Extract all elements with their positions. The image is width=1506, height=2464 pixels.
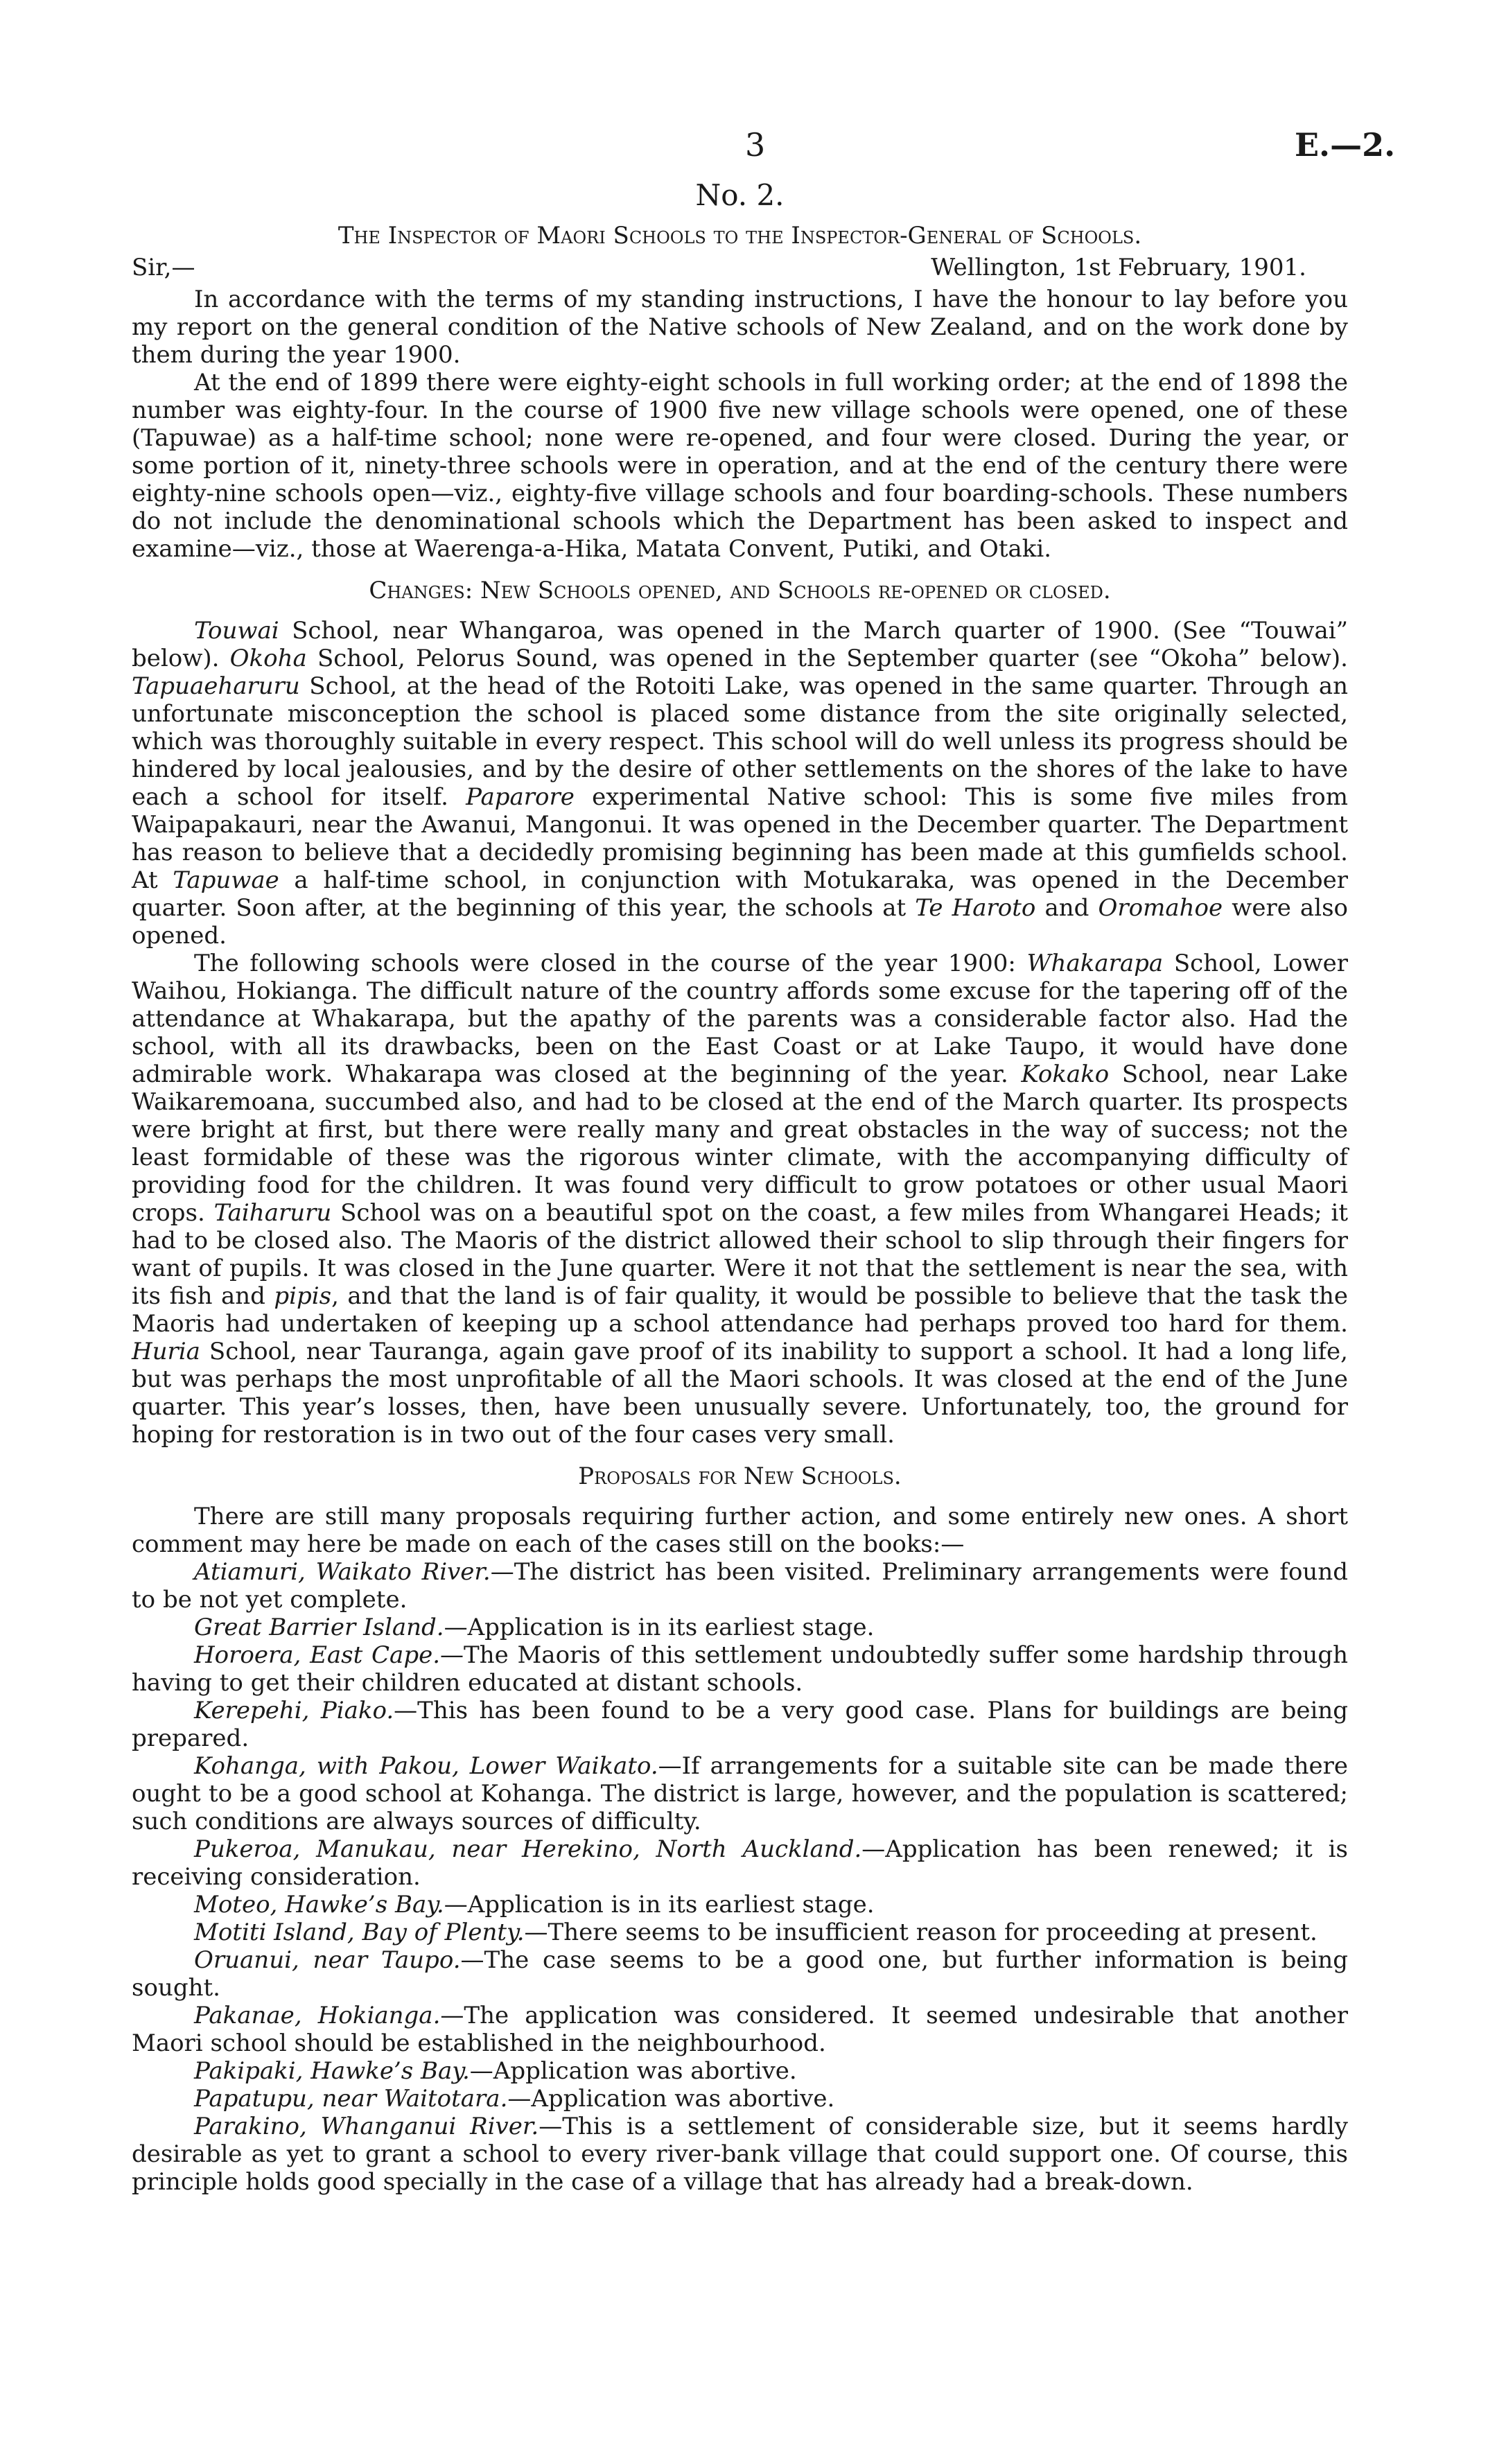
- proposal-place: Atiamuri, Waikato River.: [194, 1558, 491, 1586]
- proposal-item: [132, 1919, 1348, 1946]
- proposal-item: [132, 1614, 1348, 1641]
- proposal-text: —This is a settlement of considerable size, but it seems hardly desirable as yet to grant a school to every river-bank village that could support one. Of course, this principle holds good specially in the case of a village that has already had a break-down.: [132, 2113, 1348, 2196]
- italic-word: pipis: [274, 1282, 332, 1310]
- proposal-place: Papatupu, near Waitotara.: [194, 2085, 508, 2113]
- school-name: Tapuaeharuru: [132, 672, 300, 700]
- page-number: 3: [745, 126, 766, 164]
- changes-paragraph-opened: Touwai School, near Whangaroa, was opened in the March quarter of 1900. (See “Touwai” below). Okoha School, Pelorus Sound, was opened in the September quarter (see “Okoha” below). Tapuaeharuru School, at the head of the Rotoiti Lake, was opened in the same quarter. Through an unfortunate misconception the school is placed some distance from the site originally selected, which was thoroughly suitable in every respect. This school will do well unless its progress should be hindered by local jealousies, and by the desire of other settlements on the shores of the lake to have each a school for itself. Paparore experimental Native school: This is some five miles from Waipapakauri, near the Awanui, Mangonui. It was opened in the December quarter. The Department has reason to believe that a decidedly promising beginning has been made at this gumfields school. At Tapuwae a half-time school, in conjunction with Motukaraka, was opened in the December quarter. Soon after, at the beginning of this year, the schools at Te Haroto and Oromahoe were also opened.: [132, 617, 1348, 950]
- proposal-text: —The district has been visited. Preliminary arrangements were found to be not yet complete.: [132, 1558, 1348, 1614]
- proposal-text: —Application is in its earliest stage.: [444, 1891, 875, 1919]
- proposal-place: Pukeroa, Manukau, near Herekino, North Auckland.: [194, 1835, 862, 1863]
- addressee-line: The Inspector of Maori Schools to the Inspector-General of Schools.: [338, 222, 1142, 250]
- proposal-item: [132, 2002, 1348, 2057]
- salutation-row: [132, 254, 1348, 281]
- school-name: Whakarapa: [1026, 950, 1164, 977]
- proposal-place: Great Barrier Island.: [194, 1614, 444, 1641]
- proposal-item: [132, 1835, 1348, 1891]
- school-name: Te Haroto: [915, 894, 1036, 922]
- intro-paragraph-1: In accordance with the terms of my standing instructions, I have the honour to lay before you my report on the general condition of the Native schools of New Zealand, and on the work done by them during the year 1900.: [132, 286, 1348, 369]
- proposal-text: —The Maoris of this settlement undoubtedly suffer some hardship through having to get their children educated at distant schools.: [132, 1641, 1348, 1697]
- changes-paragraph-closed: The following schools were closed in the course of the year 1900: Whakarapa School, Lower Waihou, Hokianga. The difficult nature of the country affords some excuse for the tapering off of the attendance at Whakarapa, but the apathy of the parents was a considerable factor also. Had the school, with all its drawbacks, been on the East Coast or at Lake Taupo, it would have done admirable work. Whakarapa was closed at the beginning of the year. Kokako School, near Lake Waikaremoana, succumbed also, and had to be closed at the end of the March quarter. Its prospects were bright at first, but there were really many and great obstacles in the way of success; not the least formidable of these was the rigorous winter climate, with the accompanying difficulty of providing food for the children. It was found very difficult to grow potatoes or other usual Maori crops. Taiharuru School was on a beautiful spot on the coast, a few miles from Whangarei Heads; it had to be closed also. The Maoris of the district allowed their school to slip through their fingers for want of pupils. It was closed in the June quarter. Were it not that the settlement is near the sea, with its fish and pipis, and that the land is of fair quality, it would be possible to believe that the task the Maoris had undertaken of keeping up a school attendance had perhaps proved too hard for them. Huria School, near Tauranga, again gave proof of its inability to support a school. It had a long life, but was perhaps the most unprofitable of all the Maori schools. It was closed at the end of the June quarter. This year’s losses, then, have been unusually severe. Unfortunately, too, the ground for hoping for restoration is in two out of the four cases very small.: [132, 950, 1348, 1449]
- proposal-item: [132, 2085, 1348, 2113]
- proposal-text: —This has been found to be a very good case. Plans for buildings are being prepared.: [132, 1697, 1348, 1752]
- proposal-text: —The case seems to be a good one, but further information is being sought.: [132, 1946, 1348, 2002]
- proposal-text: —Application was abortive.: [507, 2085, 835, 2113]
- proposal-place: Kohanga, with Pakou, Lower Waikato.: [194, 1752, 658, 1780]
- proposal-item: [132, 1558, 1348, 1614]
- proposals-list: [132, 1558, 1348, 2196]
- document-reference: E.—2.: [1295, 126, 1396, 164]
- proposal-item: [132, 1641, 1348, 1697]
- proposal-place: Oruanui, near Taupo.: [194, 1946, 461, 1974]
- proposal-place: Pakipaki, Hawke’s Bay.: [194, 2057, 470, 2085]
- proposal-item: [132, 2057, 1348, 2085]
- proposal-item: [132, 1891, 1348, 1919]
- proposal-place: Kerepehi, Piako.: [194, 1697, 394, 1724]
- section-heading-proposals: Proposals for New Schools.: [578, 1462, 902, 1490]
- proposal-item: [132, 1946, 1348, 2002]
- school-name: Paparore: [466, 783, 575, 811]
- proposal-place: Moteo, Hawke’s Bay.: [194, 1891, 444, 1919]
- salutation: Sir,—: [132, 254, 195, 281]
- proposal-place: Motiti Island, Bay of Plenty.: [194, 1919, 525, 1946]
- proposal-text: —Application was abortive.: [469, 2057, 797, 2085]
- report-body: [132, 179, 1348, 2196]
- proposal-item: [132, 1697, 1348, 1752]
- proposal-text: —Application has been renewed; it is receiving consideration.: [132, 1835, 1348, 1891]
- proposal-text: —There seems to be insufficient reason for proceeding at present.: [524, 1919, 1317, 1946]
- school-name: Taiharuru: [213, 1199, 332, 1227]
- proposal-text: —The application was considered. It seemed undesirable that another Maori school should be established in the neighbourhood.: [132, 2002, 1348, 2057]
- school-name: Okoha: [229, 645, 307, 672]
- proposal-item: [132, 2113, 1348, 2196]
- place-date: Wellington, 1st February, 1901.: [931, 254, 1306, 281]
- school-name: Tapuwae: [173, 866, 279, 894]
- proposal-text: —Application is in its earliest stage.: [444, 1614, 875, 1641]
- proposal-text: —If arrangements for a suitable site can be made there ought to be a good school at Kohanga. The district is large, however, and the population is scattered; such conditions are always sources of difficulty.: [132, 1752, 1348, 1835]
- school-name: Touwai: [194, 617, 279, 645]
- school-name: Huria: [132, 1338, 200, 1365]
- proposal-place: Pakanae, Hokianga.: [194, 2002, 441, 2029]
- section-heading-changes: Changes: New Schools opened, and Schools re-opened or closed.: [369, 577, 1111, 604]
- proposal-place: Horoera, East Cape.: [194, 1641, 441, 1669]
- school-name: Kokako: [1021, 1060, 1110, 1088]
- proposals-intro: There are still many proposals requiring further action, and some entirely new ones. A short comment may here be made on each of the cases still on the books:—: [132, 1503, 1348, 1558]
- proposal-item: [132, 1752, 1348, 1835]
- proposal-place: Parakino, Whanganui River.: [194, 2113, 539, 2140]
- report-title: No. 2.: [695, 178, 785, 212]
- intro-paragraph-2: At the end of 1899 there were eighty-eight schools in full working order; at the end of 1898 the number was eighty-four. In the course of 1900 five new village schools were opened, one of these (Tapuwae) as a half-time school; none were re-opened, and four were closed. During the year, or some portion of it, ninety-three schools were in operation, and at the end of the century there were eighty-nine schools open—viz., eighty-five village schools and four boarding-schools. These numbers do not include the denominational schools which the Department has been asked to inspect and examine—viz., those at Waerenga-a-Hika, Matata Convent, Putiki, and Otaki.: [132, 369, 1348, 563]
- school-name: Oromahoe: [1098, 894, 1223, 922]
